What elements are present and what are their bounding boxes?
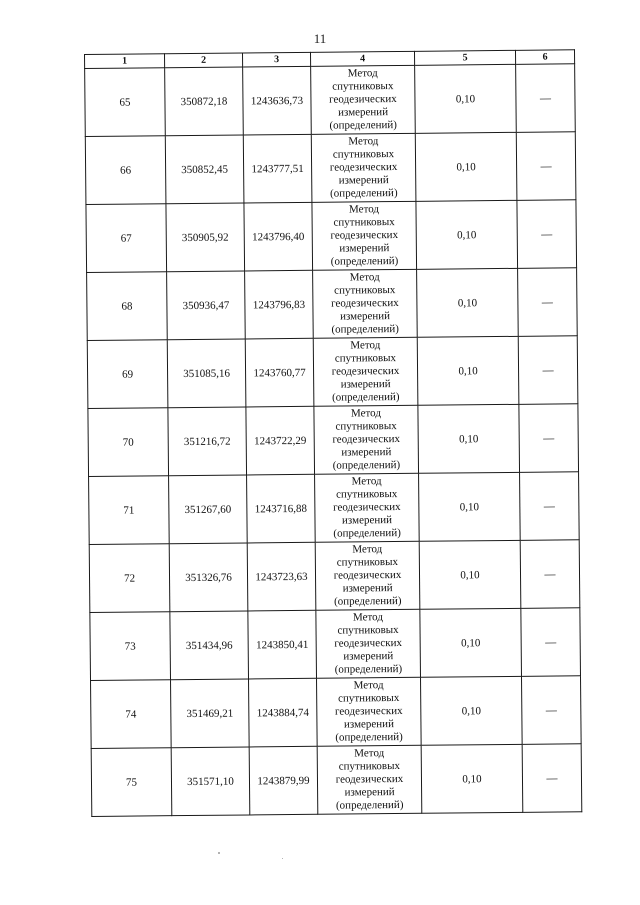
determination-method — [313, 337, 418, 406]
method-line: измерений — [341, 514, 393, 527]
method-line: (определений) — [333, 526, 401, 540]
accuracy-value: 0,10 — [417, 336, 519, 405]
method-line: измерений — [338, 174, 389, 187]
coordinate-y: 1243879,99 — [249, 746, 318, 815]
coordinate-y: 1243723,63 — [247, 542, 316, 611]
determination-method — [317, 677, 422, 746]
method-line: измерений — [343, 718, 394, 731]
table-row — [86, 200, 577, 273]
method-line: геодезических — [329, 160, 398, 174]
accuracy-value: 0,10 — [418, 404, 520, 473]
accuracy-value: 0,10 — [419, 540, 521, 609]
method-line: измерений — [344, 786, 395, 799]
point-number: 72 — [89, 544, 170, 613]
accuracy-value: 0,10 — [421, 744, 523, 813]
coordinate-x: 351326,76 — [169, 543, 248, 612]
determination-method — [312, 201, 417, 270]
method-line: Метод — [349, 271, 380, 284]
determination-method — [311, 65, 416, 134]
point-number: 74 — [91, 680, 172, 749]
method-line: измерений — [338, 106, 389, 119]
accuracy-value: 0,10 — [420, 608, 522, 677]
method-line: Метод — [350, 339, 381, 352]
method-line: Метод — [348, 203, 380, 216]
table-row — [91, 744, 582, 817]
method-line: геодезических — [334, 636, 403, 650]
method-line: спутниковых — [338, 760, 401, 773]
method-line: (определений) — [333, 594, 402, 608]
method-line: геодезических — [332, 432, 401, 446]
accuracy-value: 0,10 — [416, 200, 518, 269]
coordinate-y: 1243777,51 — [243, 134, 312, 203]
determination-method — [315, 541, 420, 610]
note-dash: — — [518, 268, 578, 337]
point-number: 66 — [85, 136, 166, 205]
method-line: Метод — [348, 135, 379, 148]
coordinate-x: 351267,60 — [169, 475, 248, 544]
method-line: (определений) — [332, 458, 401, 472]
table-row — [85, 132, 576, 205]
method-line: спутниковых — [332, 80, 394, 93]
method-line: геодезических — [335, 772, 404, 786]
determination-method — [316, 609, 421, 678]
coordinate-x: 350905,92 — [166, 203, 245, 272]
method-line: спутниковых — [334, 284, 396, 297]
coordinate-x: 351216,72 — [168, 407, 247, 476]
method-line: Метод — [354, 747, 385, 760]
coordinate-x: 351571,10 — [171, 747, 250, 816]
accuracy-value: 0,10 — [420, 676, 522, 745]
determination-method — [311, 133, 416, 202]
method-line: (определений) — [332, 390, 400, 404]
column-header-3: 3 — [242, 52, 310, 67]
method-line: (определений) — [335, 798, 404, 812]
table-row — [89, 540, 580, 613]
method-line: геодезических — [333, 568, 402, 582]
method-line: геодезических — [333, 500, 401, 514]
method-line: измерений — [339, 242, 390, 255]
coordinate-y: 1243796,83 — [245, 270, 314, 339]
method-line: (определений) — [334, 662, 403, 676]
method-line: (определений) — [335, 730, 403, 744]
coordinate-x: 351469,21 — [171, 679, 250, 748]
table-row — [91, 676, 582, 749]
method-line: Метод — [350, 407, 382, 420]
coordinate-y: 1243760,77 — [245, 338, 314, 407]
point-number: 70 — [88, 408, 169, 477]
note-dash: — — [519, 404, 579, 473]
coordinate-y: 1243796,40 — [244, 202, 313, 271]
method-line: спутниковых — [335, 420, 397, 433]
table-body — [85, 64, 582, 817]
note-dash: — — [521, 608, 581, 677]
note-dash: — — [518, 336, 578, 405]
column-header-5: 5 — [414, 50, 515, 65]
coordinate-x: 350872,18 — [165, 67, 244, 136]
method-line: геодезических — [329, 93, 397, 106]
point-number: 75 — [91, 748, 172, 817]
accuracy-value: 0,10 — [419, 472, 521, 541]
determination-method — [313, 269, 418, 338]
table-row — [90, 608, 581, 681]
coordinate-y: 1243884,74 — [249, 678, 318, 747]
method-line: измерений — [341, 446, 392, 459]
note-dash: — — [520, 472, 580, 541]
coordinate-x: 350936,47 — [167, 271, 246, 340]
coordinates-sheet — [84, 49, 581, 836]
coordinate-x: 350852,45 — [165, 135, 244, 204]
method-line: спутниковых — [332, 148, 395, 161]
scan-speck — [282, 858, 283, 859]
determination-method — [314, 405, 419, 474]
accuracy-value: 0,10 — [415, 64, 517, 133]
method-line: (определений) — [330, 254, 399, 268]
note-dash: — — [522, 744, 582, 813]
method-line: геодезических — [334, 704, 403, 718]
note-dash: — — [516, 132, 576, 201]
table-row — [87, 336, 578, 409]
note-dash: — — [517, 200, 577, 269]
point-number: 73 — [90, 612, 171, 681]
point-number: 65 — [85, 68, 166, 137]
method-line: измерений — [339, 310, 391, 323]
method-line: Метод — [353, 679, 384, 692]
table-row — [85, 64, 576, 137]
column-header-4: 4 — [310, 51, 414, 66]
coordinate-x: 351085,16 — [167, 339, 246, 408]
table-row — [88, 404, 579, 477]
method-line: измерений — [343, 650, 394, 663]
note-dash: — — [516, 64, 576, 133]
method-line: спутниковых — [338, 692, 400, 705]
method-line: (определений) — [330, 186, 398, 200]
method-line: спутниковых — [336, 488, 398, 501]
coordinate-x: 351434,96 — [170, 611, 249, 680]
coordinate-y: 1243716,88 — [247, 474, 316, 543]
scan-speck — [218, 852, 220, 854]
method-line: геодезических — [331, 364, 400, 378]
point-number: 68 — [87, 272, 168, 341]
method-line: (определений) — [329, 118, 397, 132]
page-number: 11 — [313, 31, 327, 46]
determination-method — [317, 745, 422, 814]
coordinate-y: 1243722,29 — [246, 406, 315, 475]
column-header-6: 6 — [515, 50, 574, 65]
table-row — [89, 472, 580, 545]
point-number: 67 — [86, 204, 167, 273]
method-line: измерений — [340, 378, 391, 391]
column-header-1: 1 — [85, 54, 165, 69]
method-line: геодезических — [331, 296, 399, 310]
method-line: Метод — [352, 543, 383, 556]
point-number: 71 — [89, 476, 170, 545]
accuracy-value: 0,10 — [415, 132, 517, 201]
note-dash: — — [520, 540, 580, 609]
method-line: Метод — [351, 475, 382, 488]
column-header-2: 2 — [165, 53, 243, 68]
coordinate-y: 1243636,73 — [243, 66, 312, 135]
method-line: измерений — [342, 582, 393, 595]
note-dash: — — [521, 676, 581, 745]
method-line: Метод — [352, 611, 383, 624]
method-line: геодезических — [330, 228, 399, 242]
method-line: спутниковых — [337, 624, 399, 637]
method-line: спутниковых — [333, 216, 395, 229]
table-row — [87, 268, 578, 341]
method-line: спутниковых — [336, 556, 399, 569]
method-line: спутниковых — [334, 352, 397, 365]
accuracy-value: 0,10 — [417, 268, 519, 337]
determination-method — [315, 473, 420, 542]
point-number: 69 — [87, 340, 168, 409]
method-line: (определений) — [331, 322, 399, 336]
method-line: Метод — [347, 67, 378, 80]
coordinates-table — [84, 49, 582, 817]
coordinate-y: 1243850,41 — [248, 610, 317, 679]
